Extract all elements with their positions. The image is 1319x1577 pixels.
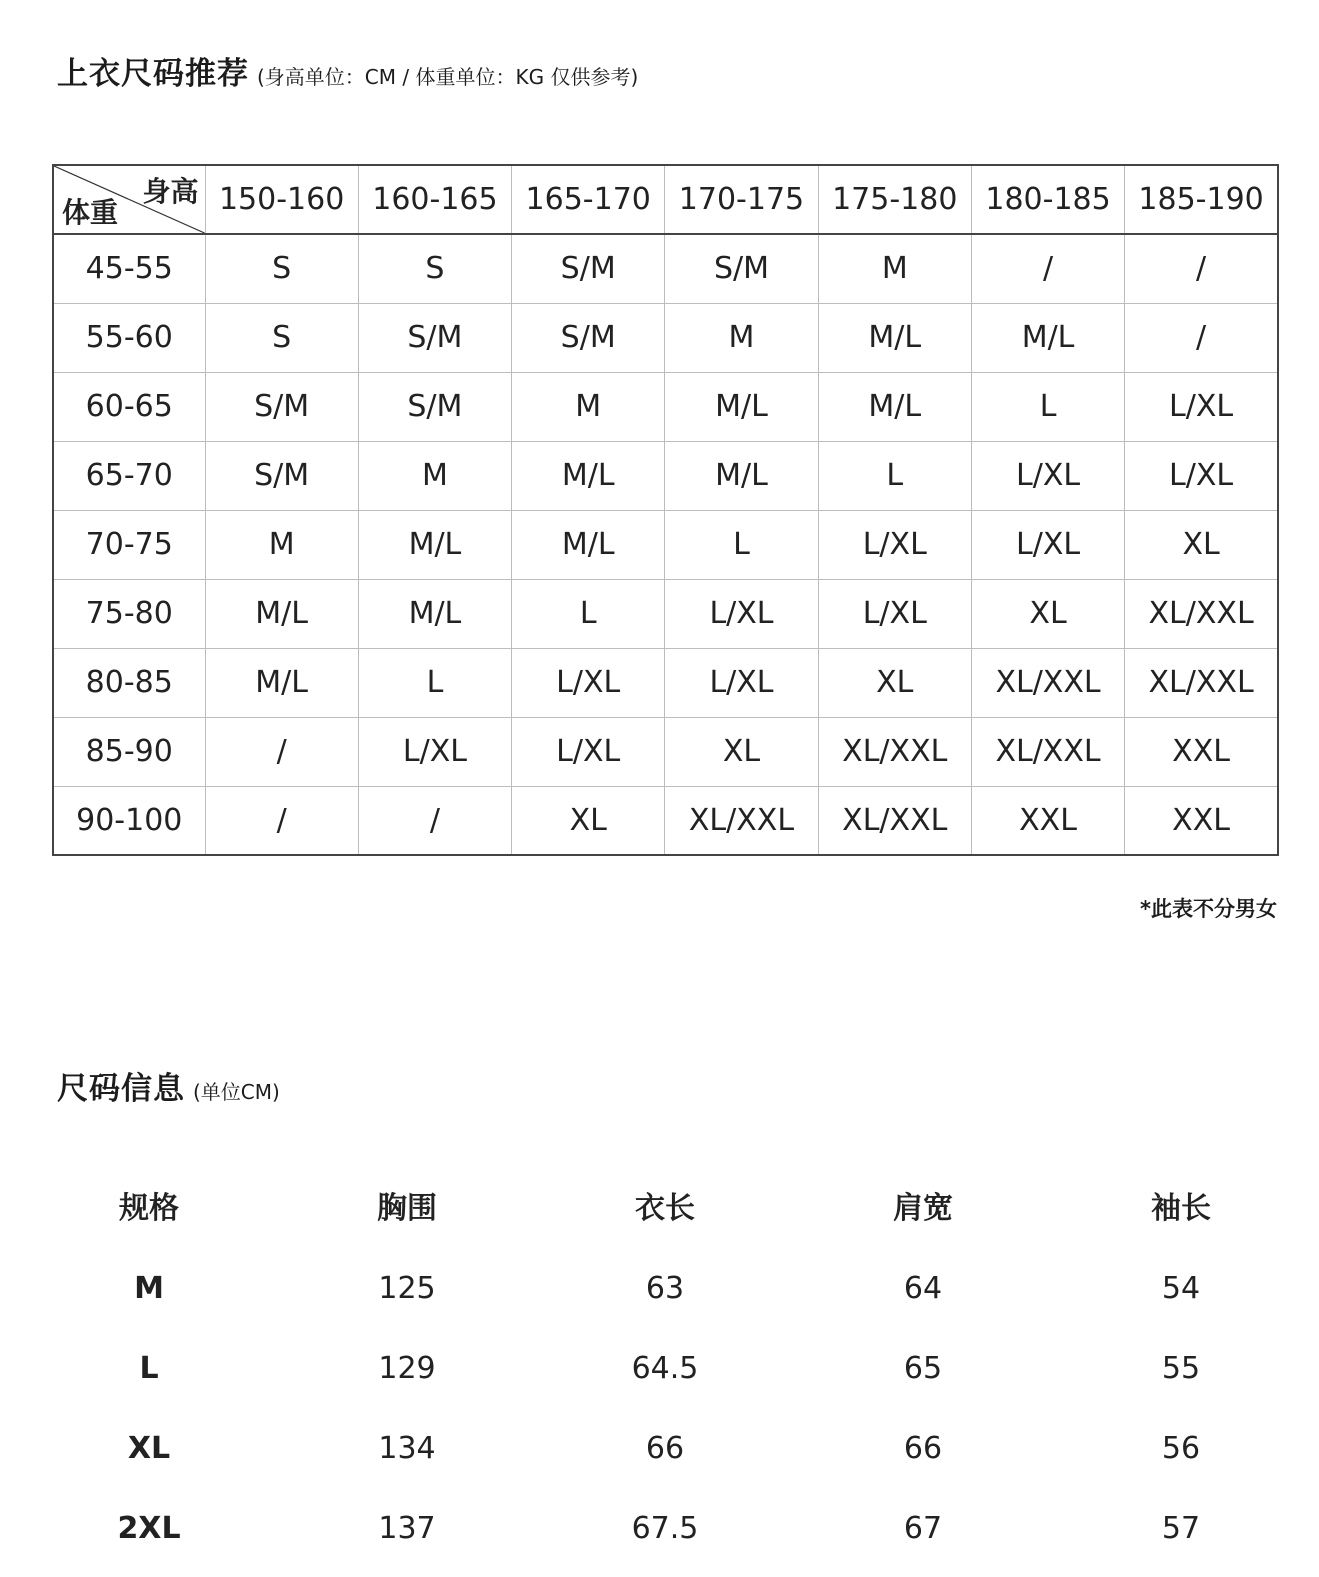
size-cell: L/XL — [818, 579, 971, 648]
size-cell: L/XL — [665, 579, 818, 648]
height-header-cell: 165-170 — [512, 165, 665, 234]
size-cell: M — [205, 510, 358, 579]
recommend-title: 上衣尺码推荐 — [57, 56, 249, 92]
weight-cell: 75-80 — [53, 579, 205, 648]
table-row — [20, 1328, 1310, 1408]
table-row — [53, 441, 1278, 510]
table-row — [20, 1408, 1310, 1488]
measurement-cell: 66 — [903, 1430, 943, 1466]
size-name-cell: L — [139, 1350, 159, 1386]
table-header-row — [53, 165, 1278, 234]
size-info-table — [20, 1162, 1310, 1568]
size-cell: XL — [971, 579, 1124, 648]
height-header-cell: 175-180 — [818, 165, 971, 234]
weight-cell: 65-70 — [53, 441, 205, 510]
size-cell: M/L — [205, 579, 358, 648]
size-cell: S — [358, 234, 511, 303]
size-cell: M/L — [665, 441, 818, 510]
size-cell: M — [665, 303, 818, 372]
size-cell: / — [971, 234, 1124, 303]
table-row — [20, 1488, 1310, 1568]
size-cell: S/M — [512, 303, 665, 372]
size-name-cell: M — [134, 1270, 164, 1306]
size-cell: XXL — [971, 786, 1124, 855]
size-cell: L/XL — [1125, 372, 1278, 441]
size-cell: L/XL — [971, 441, 1124, 510]
height-header-cell: 180-185 — [971, 165, 1124, 234]
table-row — [53, 372, 1278, 441]
table-row — [53, 648, 1278, 717]
weight-cell: 80-85 — [53, 648, 205, 717]
recommend-unit-note: (身高单位：CM / 体重单位：KG 仅供参考) — [257, 65, 639, 89]
size-cell: XL/XXL — [818, 717, 971, 786]
size-cell: XL — [512, 786, 665, 855]
size-cell: S — [205, 303, 358, 372]
weight-cell: 70-75 — [53, 510, 205, 579]
height-header-cell: 160-165 — [358, 165, 511, 234]
size-cell: XL/XXL — [818, 786, 971, 855]
size-info-header-cell: 规格 — [119, 1191, 179, 1226]
size-cell: M/L — [665, 372, 818, 441]
size-cell: XL/XXL — [971, 648, 1124, 717]
size-cell: XL — [818, 648, 971, 717]
measurement-cell: 63 — [645, 1270, 685, 1306]
size-cell: M/L — [512, 510, 665, 579]
weight-cell: 45-55 — [53, 234, 205, 303]
size-name-cell: XL — [127, 1430, 171, 1466]
recommend-title-block — [57, 48, 638, 93]
size-cell: M/L — [818, 372, 971, 441]
weight-cell: 55-60 — [53, 303, 205, 372]
table-row — [53, 579, 1278, 648]
measurement-cell: 66 — [645, 1430, 685, 1466]
corner-height-label: 身高 — [142, 175, 199, 208]
size-cell: L/XL — [1125, 441, 1278, 510]
table-row — [53, 234, 1278, 303]
weight-cell: 85-90 — [53, 717, 205, 786]
table-row — [53, 786, 1278, 855]
size-cell: S/M — [512, 234, 665, 303]
size-cell: XL — [665, 717, 818, 786]
size-cell: / — [1125, 234, 1278, 303]
measurement-cell: 56 — [1161, 1430, 1201, 1466]
measurement-cell: 67.5 — [631, 1510, 699, 1546]
measurement-cell: 64 — [903, 1270, 943, 1306]
size-cell: L — [818, 441, 971, 510]
measurement-cell: 129 — [378, 1350, 436, 1386]
size-cell: XL/XXL — [971, 717, 1124, 786]
measurement-cell: 134 — [378, 1430, 436, 1466]
corner-header-cell — [53, 165, 205, 234]
measurement-cell: 137 — [378, 1510, 436, 1546]
size-cell: L — [358, 648, 511, 717]
size-cell: / — [205, 717, 358, 786]
size-cell: XL — [1125, 510, 1278, 579]
size-cell: L/XL — [818, 510, 971, 579]
size-recommendation-table — [52, 164, 1279, 856]
size-cell: M/L — [358, 510, 511, 579]
size-cell: / — [1125, 303, 1278, 372]
size-cell: XL/XXL — [1125, 579, 1278, 648]
size-cell: S/M — [665, 234, 818, 303]
weight-cell: 90-100 — [53, 786, 205, 855]
size-cell: M/L — [358, 579, 511, 648]
size-cell: M/L — [205, 648, 358, 717]
size-info-header-cell: 胸围 — [377, 1191, 437, 1226]
size-cell: M — [358, 441, 511, 510]
size-info-title-block — [57, 1063, 280, 1108]
size-cell: L/XL — [512, 648, 665, 717]
table-row — [20, 1248, 1310, 1328]
size-cell: M — [818, 234, 971, 303]
size-info-header-cell: 衣长 — [635, 1191, 695, 1226]
size-cell: L/XL — [971, 510, 1124, 579]
size-cell: S — [205, 234, 358, 303]
measurement-cell: 125 — [378, 1270, 436, 1306]
measurement-cell: 64.5 — [631, 1350, 699, 1386]
size-cell: M — [512, 372, 665, 441]
size-cell: L — [512, 579, 665, 648]
weight-cell: 60-65 — [53, 372, 205, 441]
size-cell: S/M — [205, 441, 358, 510]
size-cell: L/XL — [512, 717, 665, 786]
size-cell: M/L — [818, 303, 971, 372]
size-cell: L — [665, 510, 818, 579]
measurement-cell: 54 — [1161, 1270, 1201, 1306]
height-header-cell: 170-175 — [665, 165, 818, 234]
measurement-cell: 55 — [1161, 1350, 1201, 1386]
height-header-cell: 185-190 — [1125, 165, 1278, 234]
table-footnote: *此表不分男女 — [1140, 897, 1277, 921]
size-cell: M/L — [971, 303, 1124, 372]
height-header-cell: 150-160 — [205, 165, 358, 234]
measurement-cell: 67 — [903, 1510, 943, 1546]
size-cell: / — [358, 786, 511, 855]
size-info-title: 尺码信息 — [57, 1071, 185, 1107]
size-cell: S/M — [205, 372, 358, 441]
table-row — [53, 303, 1278, 372]
size-cell: L — [971, 372, 1124, 441]
corner-weight-label: 体重 — [62, 196, 119, 229]
size-cell: S/M — [358, 303, 511, 372]
size-cell: S/M — [358, 372, 511, 441]
size-name-cell: 2XL — [117, 1510, 181, 1546]
size-cell: / — [205, 786, 358, 855]
size-cell: XL/XXL — [1125, 648, 1278, 717]
measurement-cell: 57 — [1161, 1510, 1201, 1546]
size-info-header-cell: 袖长 — [1151, 1191, 1211, 1226]
size-cell: L/XL — [665, 648, 818, 717]
table-row — [53, 717, 1278, 786]
size-cell: XXL — [1125, 717, 1278, 786]
size-info-unit-note: (单位CM) — [193, 1080, 280, 1104]
measurement-cell: 65 — [903, 1350, 943, 1386]
size-cell: XXL — [1125, 786, 1278, 855]
size-info-header-row — [20, 1162, 1310, 1248]
size-cell: M/L — [512, 441, 665, 510]
table-row — [53, 510, 1278, 579]
size-info-header-cell: 肩宽 — [893, 1191, 953, 1226]
size-cell: L/XL — [358, 717, 511, 786]
size-cell: XL/XXL — [665, 786, 818, 855]
